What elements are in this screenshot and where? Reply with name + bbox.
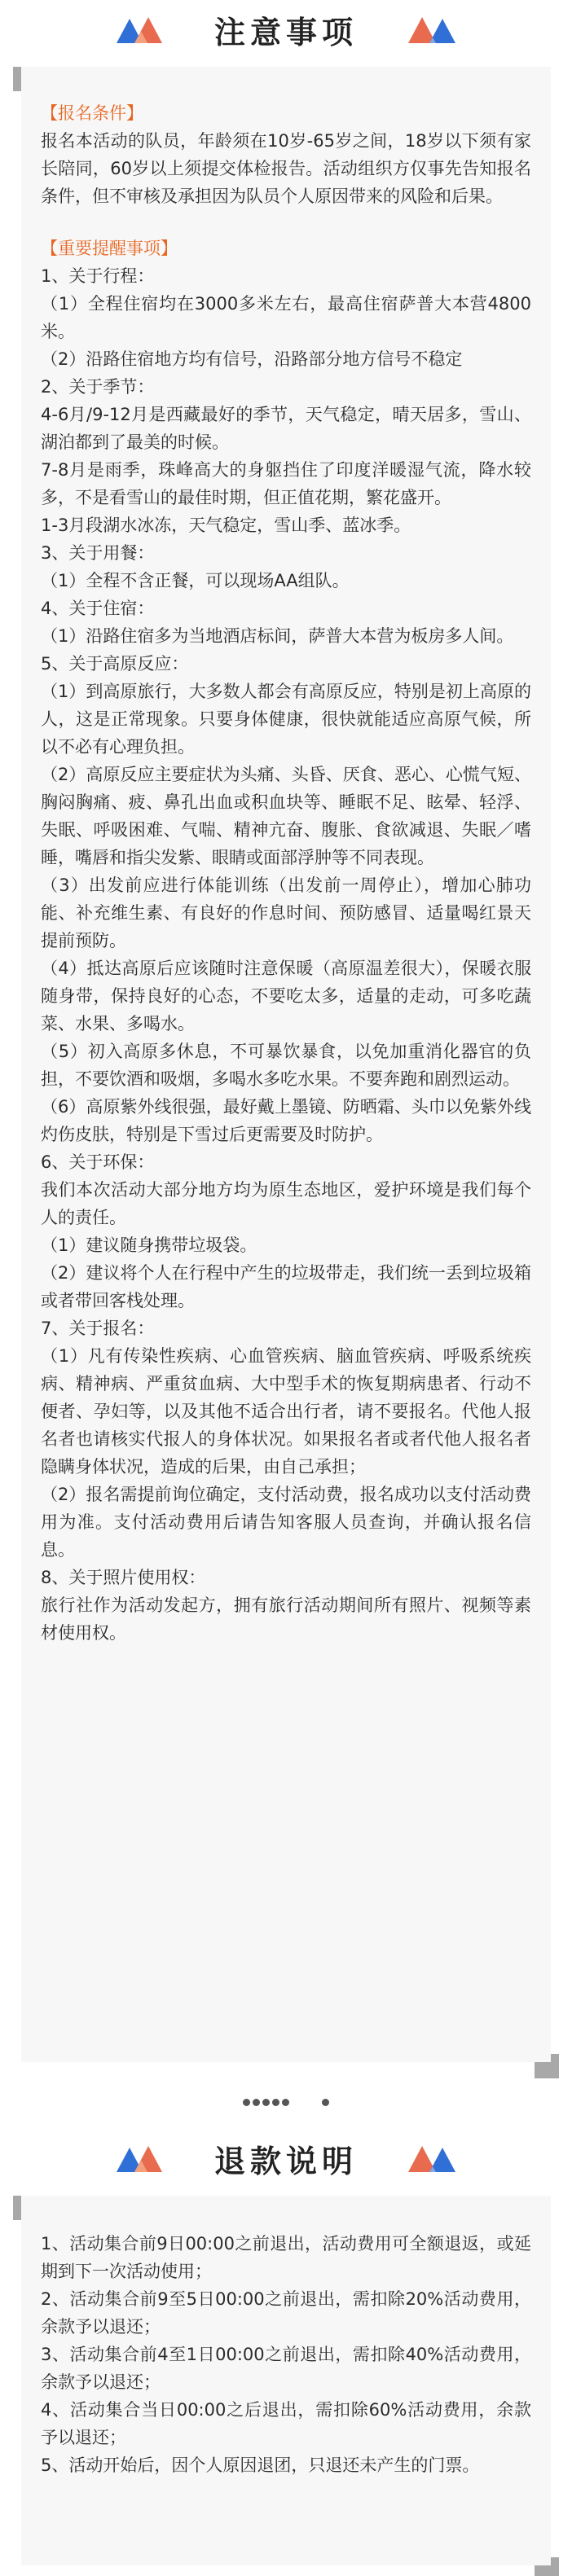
text-paragraph: 1、关于行程： (41, 266, 155, 286)
refund-section (0, 2129, 572, 2576)
spacer (41, 210, 531, 235)
text-paragraph: 7-8月是雨季，珠峰高大的身躯挡住了印度洋暖湿气流，降水较多，不是看雪山的最佳时期，但正值花期，繁花盛开。 (41, 460, 531, 507)
text-paragraph: （1）全程不含正餐，可以现场AA组队。 (41, 571, 350, 590)
text-paragraph: （2）高原反应主要症状为头痛、头昏、厌食、恶心、心慌气短、胸闷胸痛、疲、鼻孔出血或积血块等、睡眠不足、眩晕、轻浮、失眠、呼吸困难、气喘、精神亢奋、腹胀、食欲减退、失眠／嗜睡，嘴唇和指尖发紫、眼睛或面部浮肿等不同表现。 (41, 765, 531, 867)
text-paragraph: （1）凡有传染性疾病、心血管疾病、脑血管疾病、呼吸系统疾病、精神病、严重贫血病、大中型手术的恢复期病患者、行动不便者、孕妇等，以及其他不适合出行者，请不要报名。代他人报名者也请核实代报人的身体状况。如果报名者或者代他人报名者隐瞒身体状况，造成的后果，由自己承担； (41, 1346, 531, 1477)
section-heading: 【重要提醒事项】 (41, 239, 178, 258)
text-paragraph: 1、活动集合前9日00:00之前退出，活动费用可全额退返，或延期到下一次活动使用； (41, 2234, 531, 2281)
text-paragraph: 我们本次活动大部分地方均为原生态地区，爱护环境是我们每个人的责任。 (41, 1180, 531, 1227)
text-paragraph: （1）到高原旅行，大多数人都会有高原反应，特别是初上高原的人，这是正常现象。只要身体健康，很快就能适应高原气候，所以不必有心理负担。 (41, 682, 531, 757)
text-paragraph: 3、活动集合前4至1日00:00之前退出，需扣除40%活动费用，余款予以退还； (41, 2345, 531, 2392)
text-paragraph: 5、关于高原反应： (41, 654, 189, 674)
section-heading: 【报名条件】 (41, 103, 143, 123)
text-paragraph: 4-6月/9-12月是西藏最好的季节，天气稳定，晴天居多，雪山、湖泊都到了最美的时候。 (41, 405, 531, 452)
triangles-left-icon (117, 15, 164, 43)
refund-box (13, 2196, 559, 2576)
text-paragraph: （1）沿路住宿多为当地酒店标间，萨普大本营为板房多人间。 (41, 626, 514, 646)
text-paragraph: 3、关于用餐： (41, 543, 155, 563)
text-paragraph: 2、关于季节： (41, 377, 155, 397)
triangles-right-icon (408, 2144, 455, 2172)
text-paragraph: 4、关于住宿： (41, 599, 155, 618)
notice-content (21, 67, 551, 2062)
triangles-right-icon (408, 15, 455, 43)
notice-header (0, 0, 572, 59)
text-paragraph: 5、活动开始后，因个人原因退团，只退还未产生的门票。 (41, 2455, 480, 2475)
text-paragraph: （4）抵达高原后应该随时注意保暖（高原温差很大），保暖衣服随身带，保持良好的心态，不要吃太多，适量的走动，可多吃蔬菜、水果、多喝水。 (41, 959, 531, 1033)
text-paragraph: 旅行社作为活动发起方，拥有旅行活动期间所有照片、视频等素材使用权。 (41, 1595, 531, 1643)
text-paragraph: 1-3月段湖水冰冻，天气稳定，雪山季、蓝冰季。 (41, 516, 411, 535)
text-paragraph: 2、活动集合前9至5日00:00之前退出，需扣除20%活动费用，余款予以退还； (41, 2289, 531, 2337)
refund-content (21, 2196, 551, 2565)
text-paragraph: （2）报名需提前询位确定，支付活动费，报名成功以支付活动费用为准。支付活动费用后请告知客服人员查询，并确认报名信息。 (41, 1485, 531, 1560)
text-paragraph: 报名本活动的队员，年龄须在10岁-65岁之间，18岁以下须有家长陪同，60岁以上须提交体检报告。活动组织方仅事先告知报名条件，但不审核及承担因为队员个人原因带来的风险和后果。 (41, 131, 531, 206)
text-paragraph: （2）沿路住宿地方均有信号，沿路部分地方信号不稳定 (41, 349, 463, 369)
refund-title: 退款说明 (213, 2143, 358, 2179)
triangles-left-icon (117, 2144, 164, 2172)
text-paragraph: （6）高原紫外线很强，最好戴上墨镜、防晒霜、头巾以免紫外线灼伤皮肤，特别是下雪过后更需要及时防护。 (41, 1097, 531, 1144)
notice-title: 注意事项 (213, 14, 358, 50)
text-paragraph: （3）出发前应进行体能训练（出发前一周停止），增加心肺功能、补充维生素、有良好的作息时间、预防感冒、适量喝红景天提前预防。 (41, 875, 531, 950)
dot-single (322, 2099, 329, 2106)
refund-header (0, 2129, 572, 2188)
text-paragraph: （2）建议将个人在行程中产生的垃圾带走，我们统一丢到垃圾箱或者带回客栈处理。 (41, 1263, 531, 1310)
notice-box (13, 67, 559, 2078)
text-paragraph: 6、关于环保： (41, 1152, 155, 1172)
text-paragraph: 8、关于照片使用权： (41, 1568, 206, 1587)
text-paragraph: 4、活动集合当日00:00之后退出，需扣除60%活动费用，余款予以退还； (41, 2400, 531, 2447)
text-paragraph: （1）全程住宿均在3000多米左右，最高住宿萨普大本营4800米。 (41, 294, 531, 341)
text-paragraph: （1）建议随身携带垃圾袋。 (41, 1235, 257, 1255)
text-paragraph: 7、关于报名： (41, 1319, 155, 1338)
dot-group (243, 2099, 289, 2106)
dots-separator (0, 2078, 572, 2126)
text-paragraph: （5）初入高原多休息，不可暴饮暴食，以免加重消化器官的负担，不要饮酒和吸烟，多喝水多吃水果。不要奔跑和剧烈运动。 (41, 1042, 531, 1089)
